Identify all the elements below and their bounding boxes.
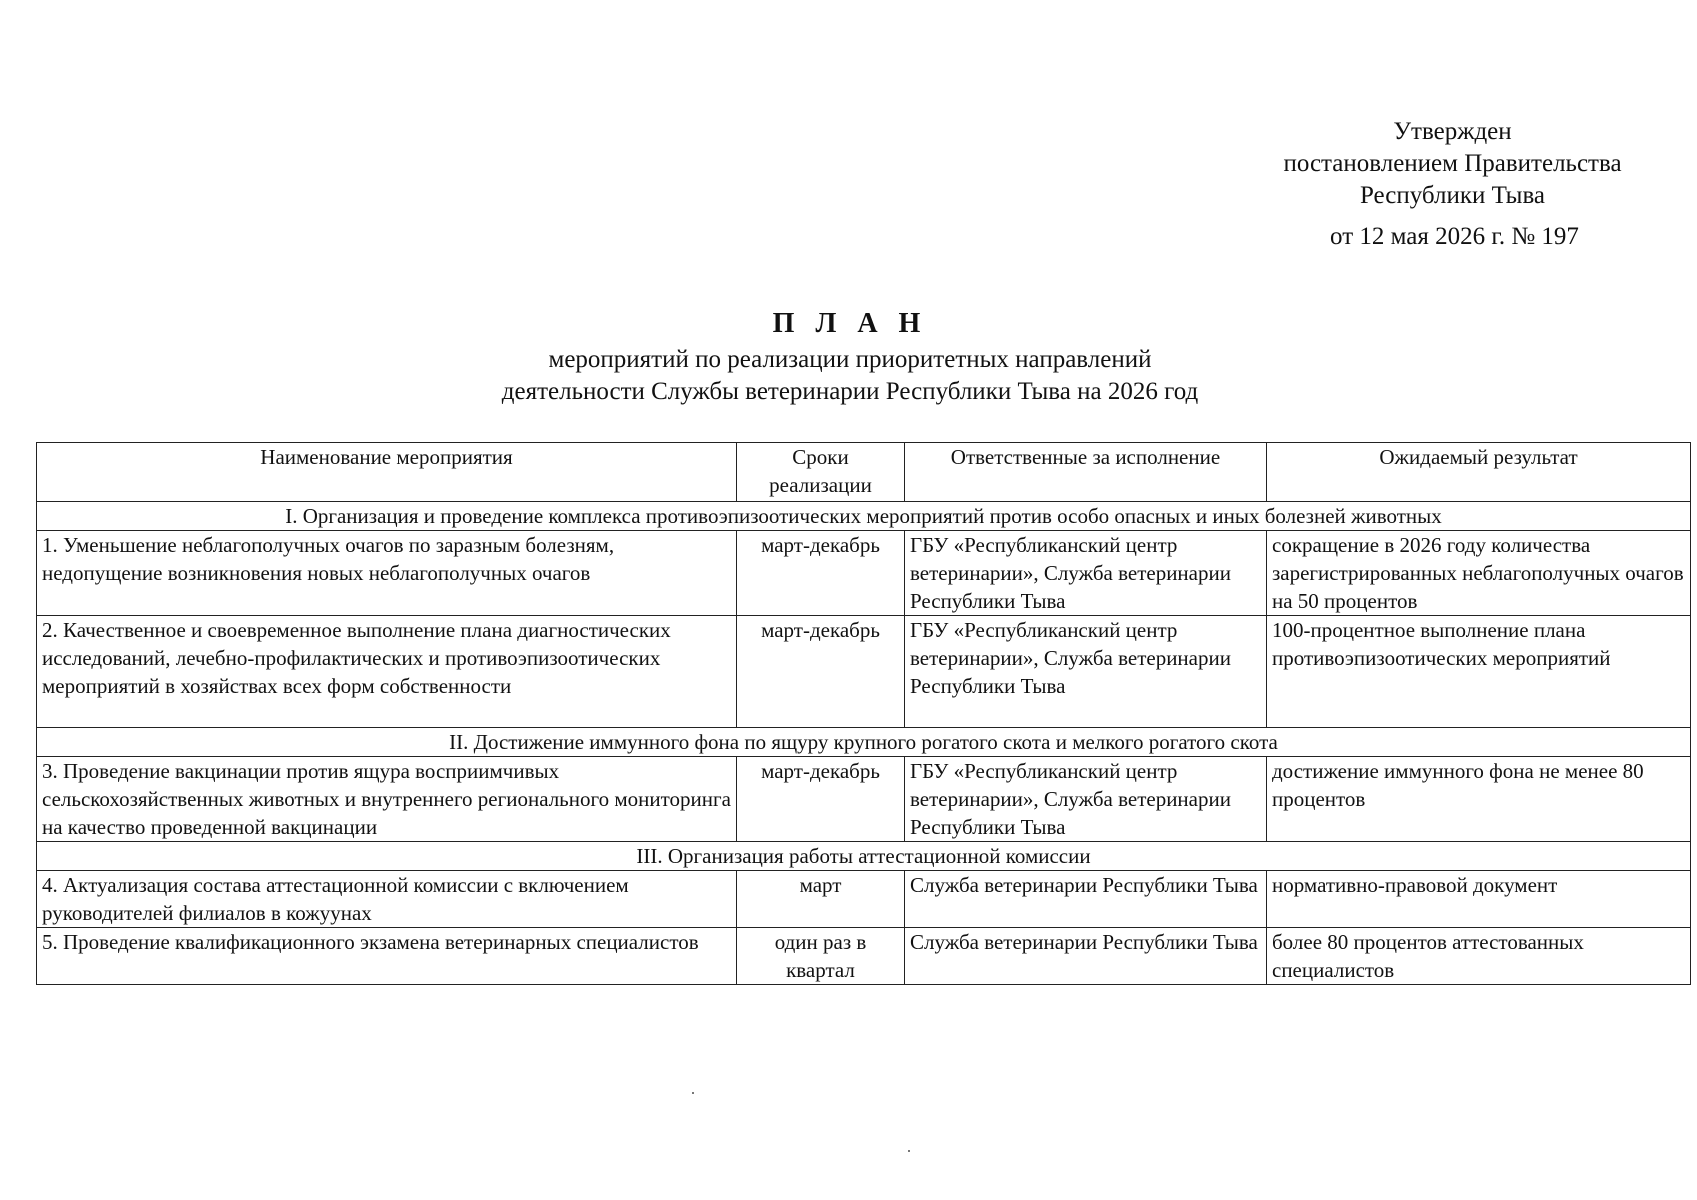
header-responsible: Ответственные за исполнение (905, 443, 1267, 502)
approval-date: от 12 мая 2026 г. № 197 (1330, 223, 1579, 250)
table-row (37, 928, 1691, 985)
section-title: I. Организация и проведение комплекса противоэпизоотических мероприятий против особо опасных и иных болезней животных (37, 502, 1691, 531)
cell-responsible: ГБУ «Республиканский центр ветеринарии», Служба ветеринарии Республики Тыва (905, 531, 1267, 616)
section-row (37, 502, 1691, 531)
cell-responsible: ГБУ «Республиканский центр ветеринарии», Служба ветеринарии Республики Тыва (905, 757, 1267, 842)
header-name: Наименование мероприятия (37, 443, 737, 502)
cell-name: 2. Качественное и своевременное выполнение плана диагностических исследований, лечебно-профилактических и противоэпизоотических мероприятий в хозяйствах всех форм собственности (37, 616, 737, 728)
header-terms: Сроки реализации (737, 443, 905, 502)
header-result: Ожидаемый результат (1267, 443, 1691, 502)
cell-responsible: Служба ветеринарии Республики Тыва (905, 928, 1267, 985)
approval-line-republic: Республики Тыва (1359, 182, 1546, 209)
cell-responsible: ГБУ «Республиканский центр ветеринарии», Служба ветеринарии Республики Тыва (905, 616, 1267, 728)
cell-terms: март-декабрь (737, 757, 905, 842)
cell-result: нормативно-правовой документ (1267, 871, 1691, 928)
plan-table (36, 442, 1691, 985)
table-row (37, 871, 1691, 928)
cell-responsible: Служба ветеринарии Республики Тыва (905, 871, 1267, 928)
plan-heading: П Л А Н (772, 308, 928, 339)
plan-subtitle-line1: мероприятий по реализации приоритетных направлений (548, 346, 1152, 373)
plan-subtitle-line2: деятельности Службы ветеринарии Республики Тыва на 2026 год (501, 378, 1199, 405)
section-row (37, 728, 1691, 757)
cell-result: 100-процентное выполнение плана противоэпизоотических мероприятий (1267, 616, 1691, 728)
cell-result: сокращение в 2026 году количества зарегистрированных неблагополучных очагов на 50 процентов (1267, 531, 1691, 616)
cell-name: 1. Уменьшение неблагополучных очагов по заразным болезням, недопущение возникновения новых неблагополучных очагов (37, 531, 737, 616)
approval-stamp (1235, 116, 1670, 253)
table-row (37, 531, 1691, 616)
section-title: II. Достижение иммунного фона по ящуру крупного рогатого скота и мелкого рогатого скота (37, 728, 1691, 757)
section-row (37, 842, 1691, 871)
cell-terms: март (737, 871, 905, 928)
section-title: III. Организация работы аттестационной комиссии (37, 842, 1691, 871)
scan-speck (692, 1092, 694, 1094)
approval-line-resolution: постановлением Правительства (1283, 150, 1622, 177)
document-title (390, 304, 1310, 408)
cell-terms: март-декабрь (737, 531, 905, 616)
cell-name: 4. Актуализация состава аттестационной комиссии с включением руководителей филиалов в кожуунах (37, 871, 737, 928)
cell-name: 3. Проведение вакцинации против ящура восприимчивых сельскохозяйственных животных и внутреннего регионального мониторинга на качество проведенной вакцинации (37, 757, 737, 842)
cell-terms: март-декабрь (737, 616, 905, 728)
cell-result: достижение иммунного фона не менее 80 процентов (1267, 757, 1691, 842)
cell-name: 5. Проведение квалификационного экзамена ветеринарных специалистов (37, 928, 737, 985)
approval-line-approved: Утвержден (1393, 118, 1512, 145)
cell-result: более 80 процентов аттестованных специалистов (1267, 928, 1691, 985)
table-row (37, 616, 1691, 728)
table-header-row (37, 443, 1691, 502)
table-row (37, 757, 1691, 842)
scan-speck (908, 1150, 910, 1152)
cell-terms: один раз в квартал (737, 928, 905, 985)
